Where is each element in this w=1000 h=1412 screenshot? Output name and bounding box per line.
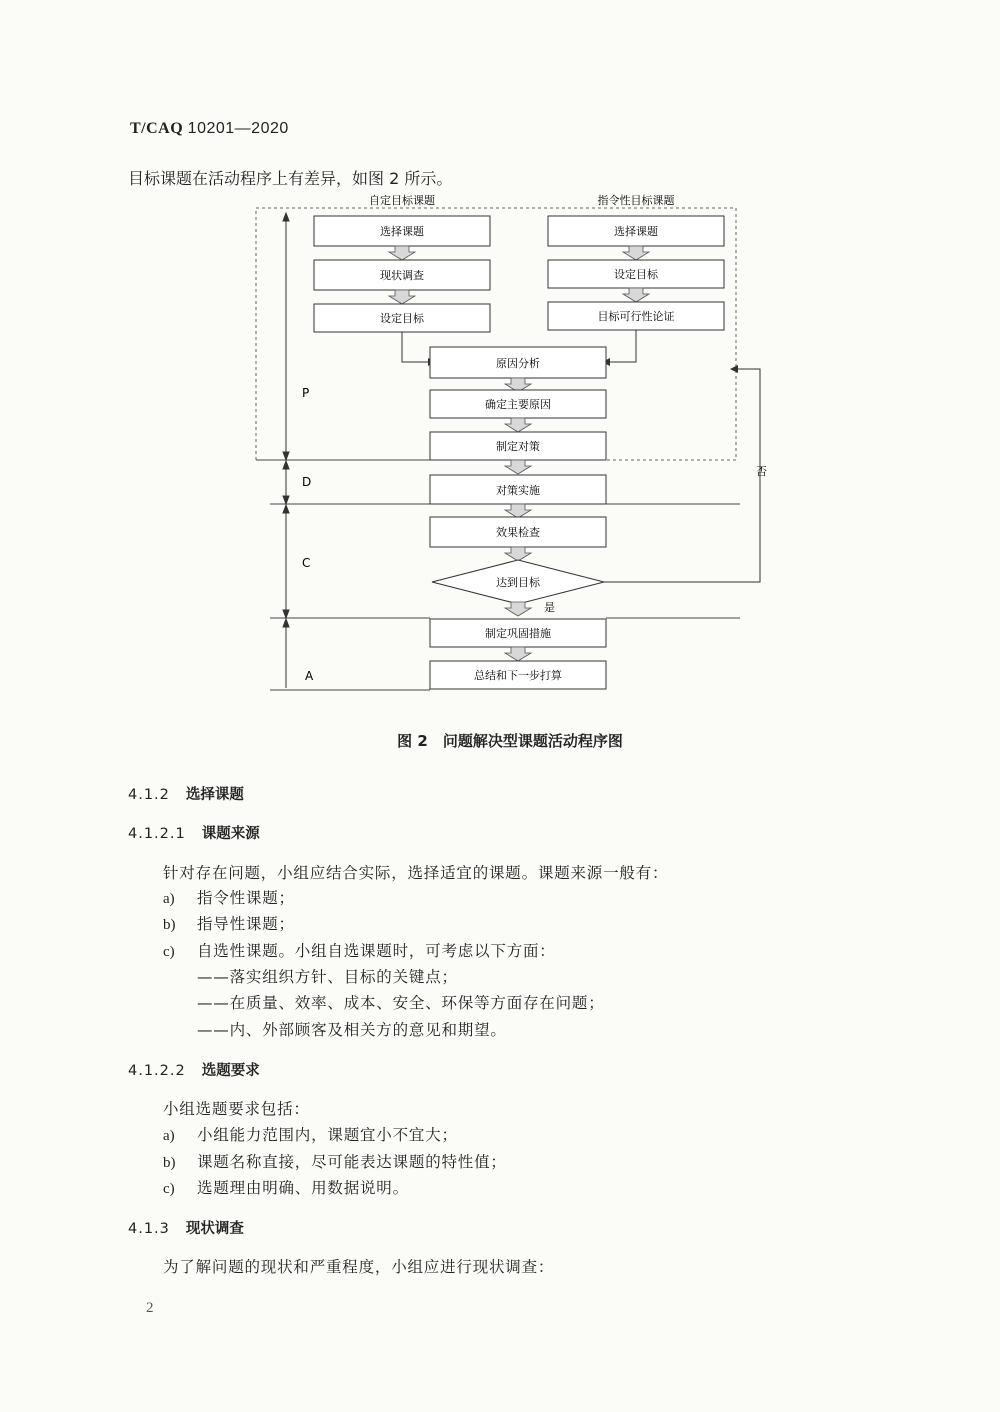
center-box-implementation bbox=[430, 475, 606, 504]
phase-label-p: P bbox=[302, 386, 310, 400]
svg-text:设定目标: 设定目标 bbox=[614, 268, 658, 281]
right-box-2 bbox=[548, 260, 724, 288]
svg-text:选择课题: 选择课题 bbox=[380, 225, 424, 238]
svg-text:总结和下一步打算: 总结和下一步打算 bbox=[474, 669, 562, 682]
svg-text:目标可行性论证: 目标可行性论证 bbox=[597, 310, 675, 323]
right-column-title: 指令性目标课题 bbox=[597, 194, 675, 207]
standard-number: 10201—2020 bbox=[187, 120, 289, 137]
center-box-cause-analysis bbox=[430, 347, 606, 378]
center-box-main-causes bbox=[430, 390, 606, 418]
source-paragraph: 针对存在问题，小组应结合实际，选择适宜的课题。课题来源一般有： bbox=[163, 864, 669, 882]
right-box-3 bbox=[548, 302, 724, 330]
list-item: b) 指导性课题； bbox=[163, 915, 295, 933]
list-item: c) 选题理由明确、用数据说明。 bbox=[163, 1179, 409, 1197]
center-box-effect-check bbox=[430, 517, 606, 547]
decision-diamond bbox=[432, 560, 604, 604]
dash-item: ——在质量、效率、成本、安全、环保等方面存在问题； bbox=[197, 994, 605, 1012]
center-box-consolidation bbox=[430, 619, 606, 647]
right-box-1 bbox=[548, 216, 724, 246]
phase-label-a: A bbox=[305, 669, 314, 683]
section-4-1-2: 4.1.2 选择课题 bbox=[128, 787, 244, 803]
requirements-paragraph: 小组选题要求包括： bbox=[163, 1100, 310, 1118]
list-item: c) 自选性课题。小组自选课题时，可考虑以下方面： bbox=[163, 942, 556, 960]
status-paragraph: 为了解问题的现状和严重程度，小组应进行现状调查： bbox=[163, 1258, 555, 1276]
list-item: b) 课题名称直接，尽可能表达课题的特性值； bbox=[163, 1153, 507, 1171]
center-box-countermeasures bbox=[430, 432, 606, 460]
dash-item: ——落实组织方针、目标的关键点； bbox=[197, 968, 458, 986]
no-label: 否 bbox=[756, 465, 767, 478]
list-item: a) 小组能力范围内，课题宜小不宜大； bbox=[163, 1126, 458, 1144]
left-column-title: 自定目标课题 bbox=[369, 194, 435, 207]
left-box-2 bbox=[314, 260, 490, 290]
left-box-3 bbox=[314, 304, 490, 332]
page-number: 2 bbox=[146, 1300, 154, 1316]
list-item: a) 指令性课题； bbox=[163, 889, 295, 907]
no-feedback-loop bbox=[604, 369, 760, 582]
phase-label-c: C bbox=[302, 556, 311, 570]
svg-text:现状调查: 现状调查 bbox=[380, 269, 424, 282]
svg-text:原因分析: 原因分析 bbox=[496, 357, 540, 370]
svg-text:设定目标: 设定目标 bbox=[380, 312, 424, 325]
center-box-summary bbox=[430, 661, 606, 689]
svg-text:选择课题: 选择课题 bbox=[614, 225, 658, 238]
yes-label: 是 bbox=[544, 601, 555, 614]
section-4-1-2-1: 4.1.2.1 课题来源 bbox=[128, 826, 260, 842]
standard-prefix: T/CAQ bbox=[130, 120, 184, 137]
svg-text:确定主要原因: 确定主要原因 bbox=[485, 398, 551, 411]
section-4-1-2-2: 4.1.2.2 选题要求 bbox=[128, 1063, 260, 1079]
dash-item: ——内、外部顾客及相关方的意见和期望。 bbox=[197, 1021, 507, 1039]
svg-text:达到目标: 达到目标 bbox=[496, 576, 540, 589]
left-box-1 bbox=[314, 216, 490, 246]
section-4-1-3: 4.1.3 现状调查 bbox=[128, 1221, 244, 1237]
svg-text:对策实施: 对策实施 bbox=[496, 484, 540, 497]
svg-text:制定对策: 制定对策 bbox=[496, 440, 540, 453]
svg-text:效果检查: 效果检查 bbox=[496, 526, 540, 539]
svg-text:制定巩固措施: 制定巩固措施 bbox=[485, 627, 551, 640]
phase-label-d: D bbox=[302, 475, 312, 489]
figure-caption: 图 2 问题解决型课题活动程序图 bbox=[397, 732, 623, 750]
intro-text: 目标课题在活动程序上有差异，如图 2 所示。 bbox=[128, 169, 453, 188]
